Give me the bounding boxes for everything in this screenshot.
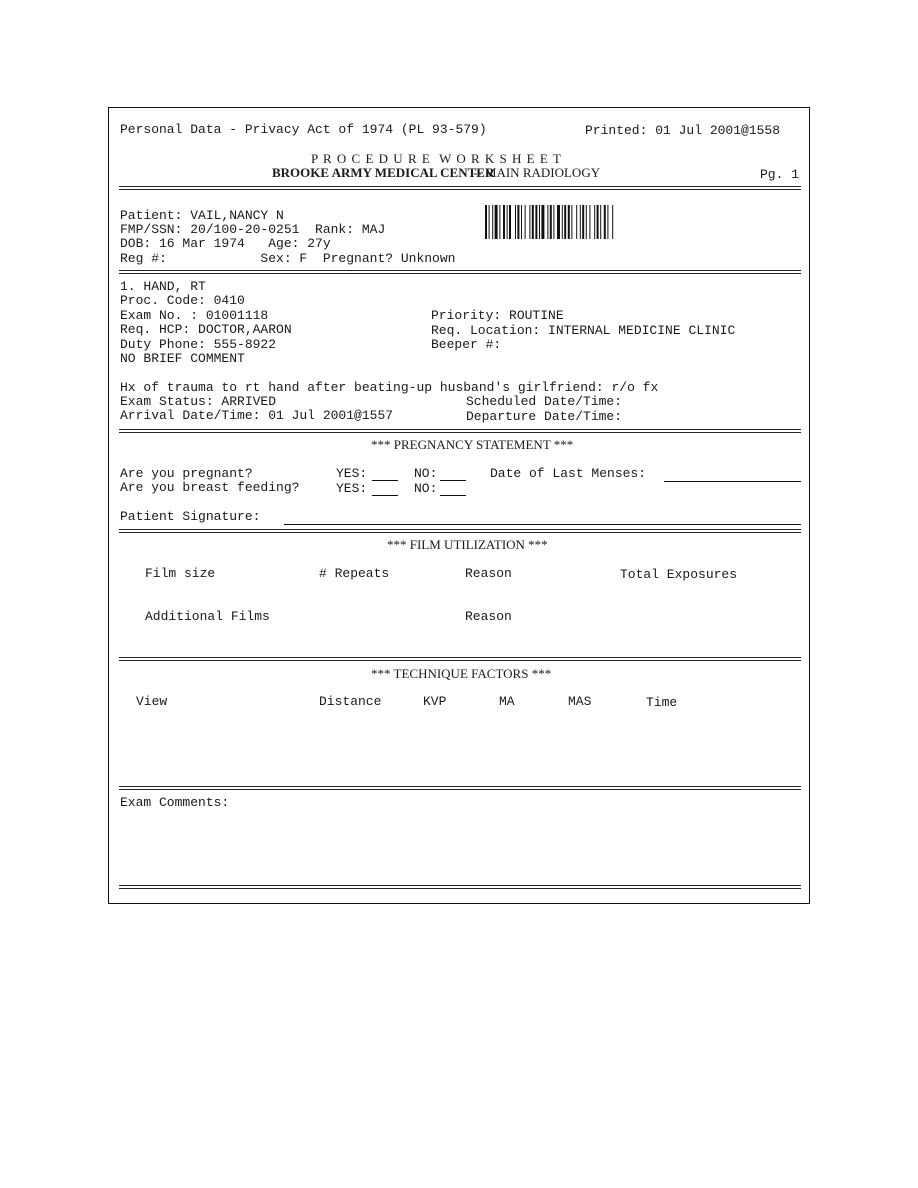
breast-yes-field[interactable] <box>372 483 398 496</box>
printed-timestamp: Printed: 01 Jul 2001@1558 <box>585 123 781 138</box>
pregnant-no-label: NO: <box>414 466 438 481</box>
col-kvp: KVP <box>423 694 447 709</box>
patient-dob: DOB: 16 Mar 1974 Age: 27y <box>120 236 331 251</box>
col-reason: Reason <box>465 566 512 581</box>
pregnant-yes-label: YES: <box>336 466 368 481</box>
exam-comments-label: Exam Comments: <box>120 795 230 810</box>
col-distance: Distance <box>319 694 382 709</box>
question-pregnant: Are you pregnant? <box>120 466 253 481</box>
patient-name: Patient: VAIL,NANCY N <box>120 208 284 223</box>
beeper-number: Beeper #: <box>431 337 502 352</box>
divider <box>119 270 801 271</box>
procedure-worksheet <box>108 107 810 904</box>
additional-films-label: Additional Films <box>145 609 270 624</box>
patient-fmp-ssn: FMP/SSN: 20/100-20-0251 Rank: MAJ <box>120 222 386 237</box>
exam-number: Exam No. : 01001118 <box>120 308 269 323</box>
last-menses-label: Date of Last Menses: <box>490 466 647 481</box>
film-heading: *** FILM UTILIZATION *** <box>387 537 548 552</box>
departure-datetime: Departure Date/Time: <box>466 409 623 424</box>
department-name: -- MAIN RADIOLOGY <box>473 165 601 180</box>
last-menses-field[interactable] <box>664 469 801 482</box>
clinical-history: Hx of trauma to rt hand after beating-up husband's girlfriend: r/o fx <box>120 380 659 395</box>
additional-reason-label: Reason <box>465 609 512 624</box>
page-title: P R O C E D U R E W O R K S H E E T <box>311 151 562 166</box>
breast-no-field[interactable] <box>440 483 466 496</box>
procedure-code: Proc. Code: 0410 <box>120 293 245 308</box>
col-repeats: # Repeats <box>319 566 390 581</box>
priority: Priority: ROUTINE <box>431 308 564 323</box>
procedure-name: 1. HAND, RT <box>120 279 206 294</box>
patient-reg: Reg #: Sex: F Pregnant? Unknown <box>120 251 456 266</box>
col-film-size: Film size <box>145 566 216 581</box>
technique-heading: *** TECHNIQUE FACTORS *** <box>371 666 552 681</box>
divider <box>119 429 801 430</box>
divider <box>119 657 801 658</box>
request-location: Req. Location: INTERNAL MEDICINE CLINIC <box>431 323 736 338</box>
barcode-image <box>485 205 661 239</box>
signature-line[interactable] <box>284 524 801 525</box>
divider <box>119 529 801 530</box>
col-time: Time <box>646 695 678 710</box>
breast-yes-label: YES: <box>336 481 368 496</box>
page-number: Pg. 1 <box>760 167 800 182</box>
facility-name: BROOKE ARMY MEDICAL CENTER <box>272 165 495 180</box>
pregnancy-heading: *** PREGNANCY STATEMENT *** <box>371 437 574 452</box>
breast-no-label: NO: <box>414 481 438 496</box>
col-mas: MAS <box>568 694 592 709</box>
scheduled-datetime: Scheduled Date/Time: <box>466 394 623 409</box>
exam-status: Exam Status: ARRIVED <box>120 394 277 409</box>
col-total-exposures: Total Exposures <box>620 567 738 582</box>
question-breast-feeding: Are you breast feeding? <box>120 480 300 495</box>
brief-comment: NO BRIEF COMMENT <box>120 351 245 366</box>
col-view: View <box>136 694 168 709</box>
signature-label: Patient Signature: <box>120 509 261 524</box>
col-ma: MA <box>499 694 515 709</box>
divider <box>119 885 801 886</box>
arrival-datetime: Arrival Date/Time: 01 Jul 2001@1557 <box>120 408 394 423</box>
privacy-notice: Personal Data - Privacy Act of 1974 (PL 93-579) <box>120 122 487 137</box>
divider <box>119 786 801 787</box>
pregnant-no-field[interactable] <box>440 468 466 481</box>
duty-phone: Duty Phone: 555-8922 <box>120 337 277 352</box>
pregnant-yes-field[interactable] <box>372 468 398 481</box>
requesting-hcp: Req. HCP: DOCTOR,AARON <box>120 322 292 337</box>
divider <box>119 186 801 187</box>
